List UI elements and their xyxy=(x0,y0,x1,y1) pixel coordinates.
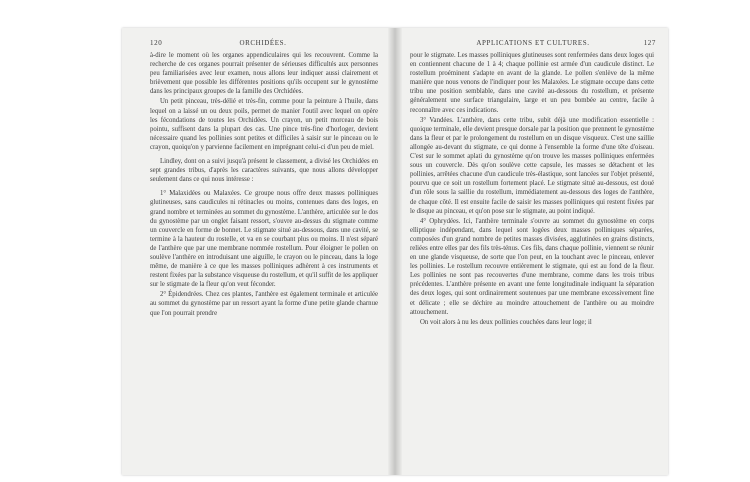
left-page-number: 120 xyxy=(150,39,163,47)
left-paragraph-4: 1° Malaxidées ou Malaxées. Ce groupe nous offre deux masses polliniques glutineuses, sans caudicules ni rétinacles ou moins, contenues dans des loges, en grand nombre et terminées au sommet du gynostème. L'anthère, articulée sur le dos du gynostème par un onglet faisant ressort, s'ouvre au-dessus du stigmate comme un couvercle en forme de bonnet. Le stigmate situé au-dessous, dans une cavité, se termine à la hauteur du rostelle, et va en se courbant plus ou moins. Il n'est séparé de l'anthère que par une membrane nommée rostellum. Pour éloigner le pollen on soulève l'anthère en introduisant une aiguille, le crayon ou le pinceau, dans la loge même, de manière à ce que les masses polliniques adhèrent à ces instruments et restent fixées par la substance visqueuse du rostellum, et qu'il suffit de les appliquer sur le stigmate de la fleur qu'on veut féconder. xyxy=(150,190,378,289)
right-page-number: 127 xyxy=(643,39,656,47)
left-page xyxy=(122,28,392,475)
left-paragraph-1: à-dire le moment où les organes appendiculaires qui les recouvrent. Comme la recherche de ces organes pourrait présenter de sérieuses difficultés aux personnes peu familiarisées avec leur examen, nous allons leur indiquer aussi clairement et brièvement que possible les différentes positions qu'ils occupent sur le gynostème dans les principaux groupes de la famille des Orchidées. xyxy=(150,52,378,96)
right-paragraph-3: 4° Ophrydées. Ici, l'anthère terminale s'ouvre au sommet du gynostème en corps elliptique indépendant, dans lequel sont logées deux masses polliniques séparées, composées d'un grand nombre de petites masses divisées, agglutinées en grains distincts, reliées entre elles par des fils très-ténus. Ces fils, dans chaque pollinie, viennent se réunir en une glande visqueuse, de sorte que l'on peut, en la touchant avec le pinceau, enlever les pollinies. Le rostellum recouvre entièrement le stigmate, qui est au fond de la fleur. Les pollinies ne sont pas recouvertes d'une membrane, comme dans les trois tribus précédentes. L'anthère présente en avant une fente longitudinale indiquant la séparation des deux loges, qui sont ordinairement soutenues par une membrane excessivement fine et délicate ; elle se déchire au moindre attouchement de l'anthère ou au moindre attouchement. xyxy=(410,217,654,316)
right-page-header xyxy=(410,39,656,49)
right-page xyxy=(398,28,668,475)
left-page-header xyxy=(150,39,376,49)
right-paragraph-1: pour le stigmate. Les masses polliniques glutineuses sont renfermées dans deux loges qui en contiennent chacune de 1 à 4; chaque pollinie est armée d'un caudicule distinct. Le rostellum proéminent s'adapte en avant de la glande. Le pollen s'enlève de la même manière que nous venons de l'indiquer pour les Malaxées. Le stigmate occupe dans cette tribu une position semblable, dans une cavité au-dessous du rostellum, et présente généralement une surface triangulaire, large et un peu bombée au centre, facile à reconnaître avec ces indications. xyxy=(410,52,654,114)
right-paragraph-4: On voit alors à nu les deux pollinies couchées dans leur loge; il xyxy=(420,318,592,326)
left-paragraph-5: 2° Épidendrées. Chez ces plantes, l'anthère est également terminale et articulée au sommet du gynostème par un ressort ayant la forme d'une petite glande charnue que l'on pourrait prendre xyxy=(150,291,378,317)
left-paragraph-2: Un petit pinceau, très-délié et très-fin, comme pour la peinture à l'huile, dans lequel on a laissé un ou deux poils, permet de manier l'outil avec lequel on opère les fécondations de toutes les Orchidées. Un crayon, un petit morceau de bois pointu, suffisent dans la plupart des cas. Une pince très-fine d'horloger, devient nécessaire quand les pollinies sont petites et difficiles à saisir sur le pinceau ou le crayon, quoiqu'on y parvienne facilement en imprégnant celui-ci d'un peu de miel. xyxy=(150,98,378,151)
left-page-body xyxy=(150,51,378,469)
right-page-body xyxy=(410,51,654,469)
book-spread xyxy=(122,28,668,475)
left-paragraph-3: Lindley, dont on a suivi jusqu'à présent le classement, a divisé les Orchidées en sept grandes tribus, d'après les caractères suivants, que nous allons développer seulement dans ce qui nous intéresse : xyxy=(150,158,378,184)
left-running-head: ORCHIDÉES. xyxy=(239,39,287,47)
right-paragraph-2: 3° Vandées. L'anthère, dans cette tribu, subit déjà une modification essentielle : quoique terminale, elle devient presque dorsale par la position que prennent le gynostème dans la fleur et par le prolongement du rostellum en un disque visqueux. C'est une saillie allongée au-devant du stigmate, ce qui donne à l'ensemble la forme d'une tête d'oiseau. C'est sur le sommet aplati du gynostème qu'on trouve les masses polliniques enfermées sous un couvercle. Dès qu'on soulève cette capsule, les masses se détachent et les pollinies, arrêtées chacune d'un caudicule très-élastique, sont lancées sur l'objet présenté, pourvu que ce soit un rostellum fortement placé. Le stigmate situé au-dessous, est doué d'un rôle sous la saillie du rostellum, immédiatement au-dessous des loges de l'anthère, de chaque côté. Il est ensuite facile de saisir les masses polliniques qui restent fixées par le disque au pinceau, et qu'on pose sur le stigmate, au point indiqué. xyxy=(410,116,654,215)
right-running-head: APPLICATIONS ET CULTURES. xyxy=(476,39,590,47)
